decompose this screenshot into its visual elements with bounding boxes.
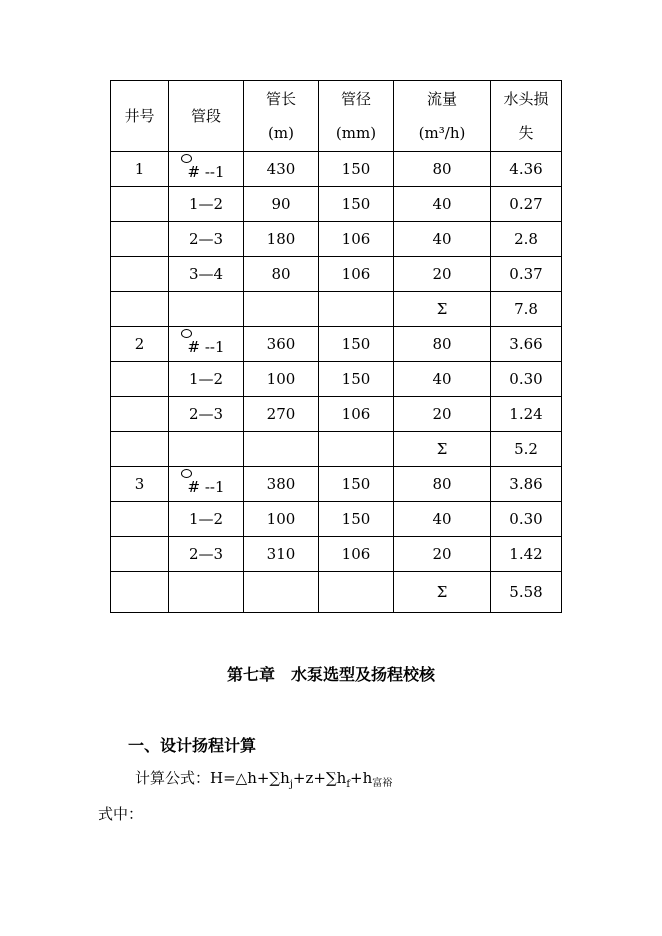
cell-length: 80 [244,257,319,292]
table-row [111,397,562,432]
cell-loss: 3.66 [491,327,562,362]
cell-length: 90 [244,187,319,222]
header-well: 井号 [111,81,169,152]
formula-line [135,767,392,790]
formula-sub-f: f [346,779,351,790]
cell-segment: 2—3 [169,537,244,572]
formula-label: 计算公式： [135,769,211,787]
cell-well [111,362,169,397]
cell-loss: 0.30 [491,502,562,537]
cell-diameter [319,572,394,613]
cell-well [111,222,169,257]
circle-symbol-icon [181,154,192,163]
header-flow: 流量 (m³/h) [394,81,491,152]
cell-diameter: 150 [319,187,394,222]
cell-diameter: 150 [319,152,394,187]
cell-length [244,572,319,613]
table-row [111,152,562,187]
cell-segment: 3—4 [169,257,244,292]
cell-diameter: 106 [319,397,394,432]
cell-length [244,292,319,327]
cell-diameter [319,432,394,467]
cell-segment: 2—3 [169,397,244,432]
cell-length [244,432,319,467]
cell-flow: 20 [394,537,491,572]
where-label: 式中： [98,805,144,823]
cell-loss: 5.2 [491,432,562,467]
cell-diameter: 150 [319,362,394,397]
header-segment: 管段 [169,81,244,152]
formula-part1: H=△h+∑h [210,769,290,787]
pipe-loss-table [110,80,562,613]
cell-flow: Σ [394,432,491,467]
table-row [111,537,562,572]
cell-well [111,502,169,537]
table-row [111,362,562,397]
cell-flow: 40 [394,362,491,397]
cell-loss: 0.30 [491,362,562,397]
cell-length: 180 [244,222,319,257]
cell-well [111,572,169,613]
cell-diameter: 106 [319,222,394,257]
cell-length: 100 [244,362,319,397]
cell-diameter: 106 [319,537,394,572]
cell-well [111,432,169,467]
cell-flow: 80 [394,467,491,502]
cell-flow: 40 [394,502,491,537]
cell-length: 100 [244,502,319,537]
table-row-sum [111,292,562,327]
cell-diameter: 150 [319,327,394,362]
cell-segment: 1—2 [169,502,244,537]
cell-diameter: 150 [319,502,394,537]
cell-segment: 1—2 [169,362,244,397]
cell-well: 2 [111,327,169,362]
cell-flow: 20 [394,397,491,432]
cell-flow: 40 [394,187,491,222]
cell-length: 380 [244,467,319,502]
circle-symbol-icon [181,329,192,338]
cell-loss: 2.8 [491,222,562,257]
cell-well: 1 [111,152,169,187]
cell-segment: # --1 [169,467,244,502]
header-diameter: 管径 (mm) [319,81,394,152]
formula-sub-j: j [289,779,293,790]
cell-loss: 4.36 [491,152,562,187]
table-row [111,187,562,222]
cell-loss: 3.86 [491,467,562,502]
cell-length: 310 [244,537,319,572]
cell-well [111,537,169,572]
cell-segment [169,572,244,613]
cell-flow: 40 [394,222,491,257]
header-loss: 水头损 失 [491,81,562,152]
formula-sub-surplus: 富裕 [372,778,393,789]
table-header-row [111,81,562,152]
cell-loss: 0.27 [491,187,562,222]
cell-length: 430 [244,152,319,187]
cell-well [111,257,169,292]
table-row [111,327,562,362]
cell-well: 3 [111,467,169,502]
cell-diameter: 106 [319,257,394,292]
section-heading: 一、设计扬程计算 [128,736,257,755]
cell-segment: 2—3 [169,222,244,257]
cell-flow: 80 [394,327,491,362]
chapter-heading: 第七章 水泵选型及扬程校核 [226,665,435,684]
cell-flow: Σ [394,572,491,613]
cell-loss: 0.37 [491,257,562,292]
cell-loss: 7.8 [491,292,562,327]
cell-segment: 1—2 [169,187,244,222]
table-row-sum [111,432,562,467]
cell-well [111,187,169,222]
cell-well [111,397,169,432]
cell-flow: 20 [394,257,491,292]
cell-segment [169,292,244,327]
cell-length: 360 [244,327,319,362]
cell-length: 270 [244,397,319,432]
cell-segment [169,432,244,467]
cell-well [111,292,169,327]
cell-loss: 1.42 [491,537,562,572]
cell-diameter: 150 [319,467,394,502]
cell-segment: # --1 [169,327,244,362]
table-row [111,467,562,502]
formula-part3: +h [350,769,373,787]
cell-flow: 80 [394,152,491,187]
table-row-sum [111,572,562,613]
cell-diameter [319,292,394,327]
circle-symbol-icon [181,469,192,478]
formula-part2: +z+∑h [292,769,347,787]
header-length: 管长 (m) [244,81,319,152]
table-row [111,222,562,257]
cell-flow: Σ [394,292,491,327]
table-row [111,257,562,292]
table-row [111,502,562,537]
cell-loss: 5.58 [491,572,562,613]
cell-loss: 1.24 [491,397,562,432]
cell-segment: # --1 [169,152,244,187]
